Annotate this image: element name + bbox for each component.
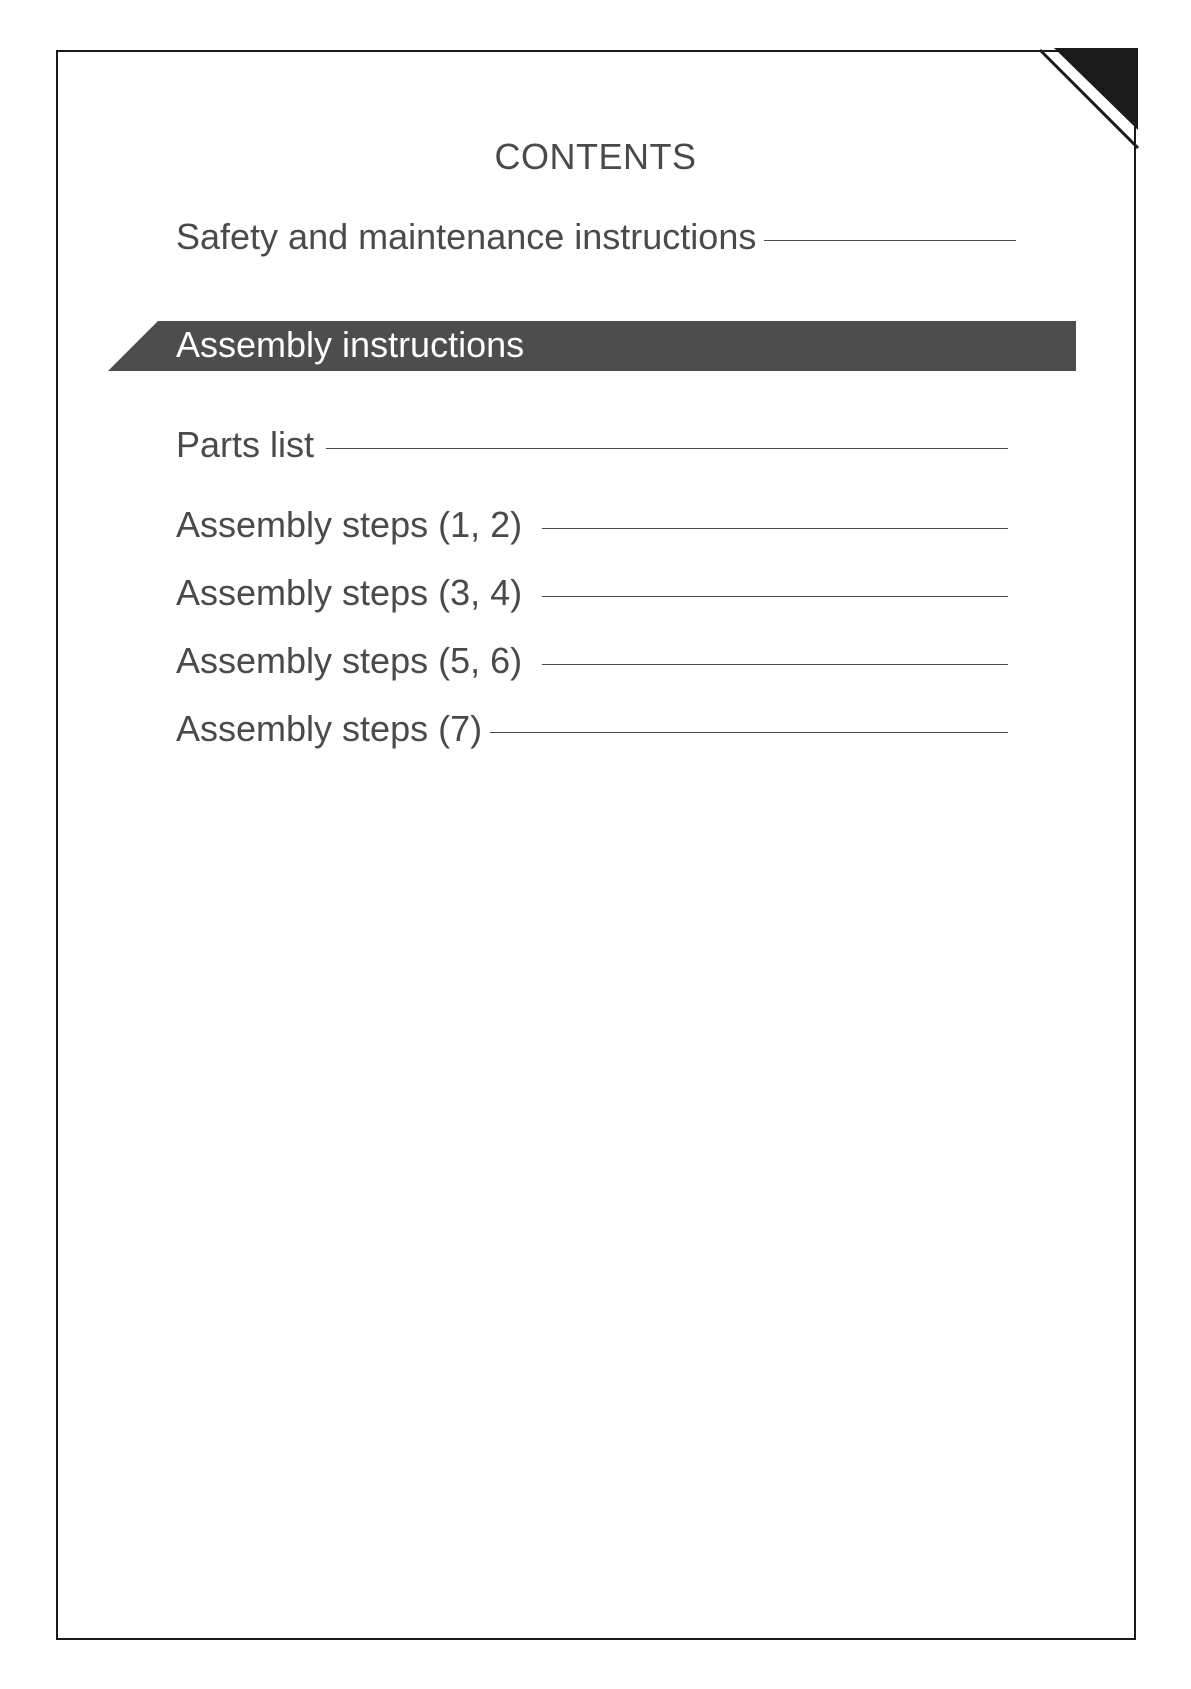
toc-entry-parts-list[interactable] [176, 424, 1008, 466]
section-title: Assembly instructions [176, 324, 525, 365]
toc-entry-label: Parts list [176, 424, 315, 465]
toc-leader-line [326, 448, 1008, 449]
contents-heading: CONTENTS [494, 136, 697, 177]
toc-entry-safety[interactable] [176, 216, 1016, 258]
toc-entry-label: Assembly steps (1, 2) [176, 504, 523, 545]
toc-leader-line [542, 664, 1008, 665]
toc-entry-label: Assembly steps (5, 6) [176, 640, 523, 681]
toc-entry-label: Safety and maintenance instructions [176, 216, 757, 257]
section-band-assembly [108, 321, 1076, 371]
toc-entry-assembly-steps-5-6[interactable] [176, 640, 1008, 682]
toc-entry-label: Assembly steps (3, 4) [176, 572, 523, 613]
toc-leader-line [542, 596, 1008, 597]
toc-leader-line [490, 732, 1008, 733]
toc-entry-label: Assembly steps (7) [176, 708, 483, 749]
toc-leader-line [764, 240, 1016, 241]
toc-entry-assembly-steps-3-4[interactable] [176, 572, 1008, 614]
toc-entry-assembly-steps-1-2[interactable] [176, 504, 1008, 546]
page-frame [56, 50, 1136, 1640]
toc-entry-assembly-steps-7[interactable] [176, 708, 1008, 750]
toc-leader-line [542, 528, 1008, 529]
